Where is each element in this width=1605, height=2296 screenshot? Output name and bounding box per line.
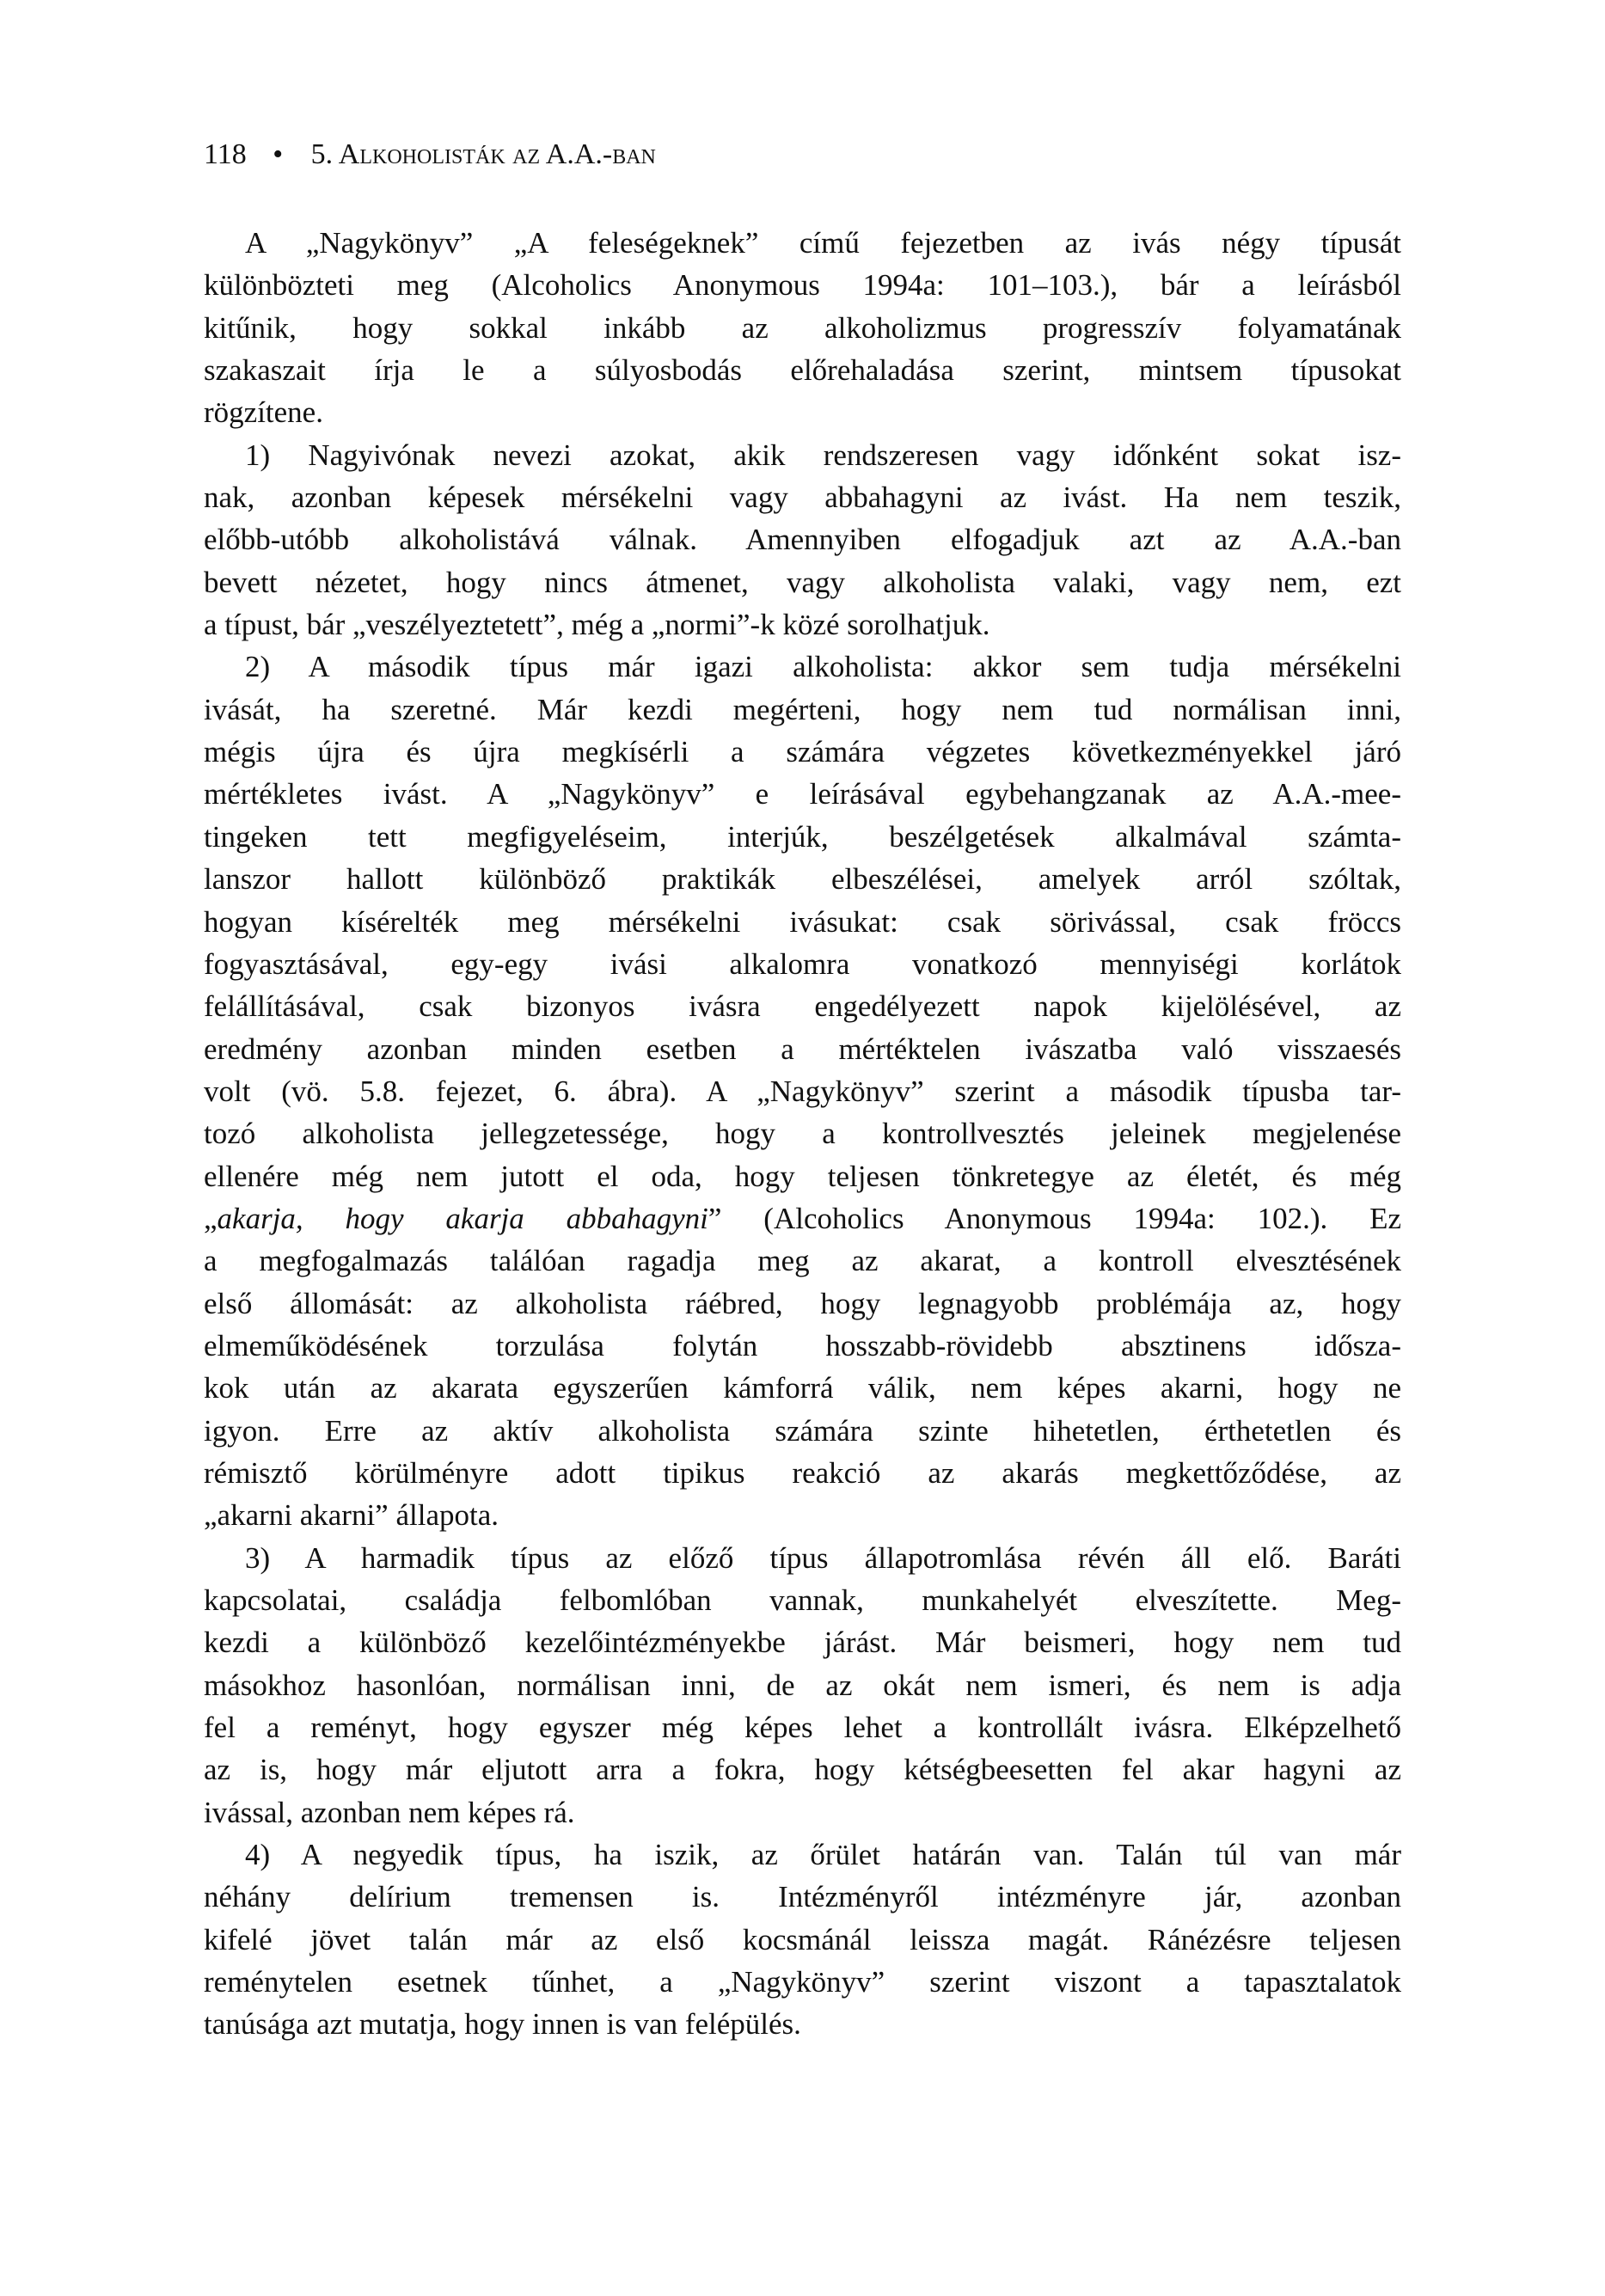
text-line: másokhoz hasonlóan, normálisan inni, de az okát nem ismeri, és nem is adja: [204, 1668, 1401, 1702]
paragraph: [204, 649, 1401, 1540]
text-line: tingeken tett megfigyeléseim, interjúk, beszélgetések alkalmával számta-: [204, 819, 1401, 854]
paragraph: [204, 1540, 1401, 1837]
text-line: 2) A második típus már igazi alkoholista: akkor sem tudja mérsékelni: [245, 650, 1401, 684]
text-line: különbözteti meg (Alcoholics Anonymous 1994a: 101–103.), bár a leírásból: [204, 268, 1401, 303]
paragraph: [204, 1837, 1401, 2049]
text-line: felállításával, csak bizonyos ivásra engedélyezett napok kijelölésével, az: [204, 989, 1401, 1024]
text-line: fogyasztásával, egy-egy ivási alkalomra vonatkozó mennyiségi korlátok: [204, 946, 1401, 981]
text-line: kapcsolatai, családja felbomlóban vannak, munkahelyét elveszítette. Meg-: [204, 1583, 1401, 1617]
text-line: mértékletes ivást. A „Nagykönyv” e leírásával egybehangzanak az A.A.-mee-: [204, 777, 1401, 811]
text-line: kezdi a különböző kezelőintézményekbe járást. Már beismeri, hogy nem tud: [204, 1626, 1401, 1660]
text-line: volt (vö. 5.8. fejezet, 6. ábra). A „Nagykönyv” szerint a második típusba tar-: [204, 1074, 1401, 1108]
chapter-title: 5. Alkoholisták az A.A.-ban: [310, 138, 656, 170]
text-line: „akarni akarni” állapota.: [204, 1498, 499, 1533]
text-line: A „Nagykönyv” „A feleségeknek” című fejezetben az ivás négy típusát: [245, 226, 1401, 260]
text-line: kifelé jövet talán már az első kocsmánál leissza magát. Ránézésre teljesen: [204, 1922, 1401, 1956]
text-line: szakaszait írja le a súlyosbodás előrehaladása szerint, mintsem típusokat: [204, 353, 1401, 388]
italic-quote: akarja, hogy akarja abbahagyni: [217, 1201, 708, 1235]
text-line: rögzítene.: [204, 395, 323, 430]
text-line: kok után az akarata egyszerűen kámforrá válik, nem képes akarni, hogy ne: [204, 1371, 1401, 1405]
text-line: előbb-utóbb alkoholistává válnak. Amennyiben elfogadjuk azt az A.A.-ban: [204, 523, 1401, 557]
body-text: [204, 225, 1401, 2049]
text-line: elmeműködésének torzulása folytán hosszabb-rövidebb absztinens idősza-: [204, 1328, 1401, 1362]
text-line: a típust, bár „veszélyeztetett”, még a „normi”-k közé sorolhatjuk.: [204, 608, 990, 642]
text-line: kitűnik, hogy sokkal inkább az alkoholizmus progresszív folyamatának: [204, 310, 1401, 345]
text-line: nak, azonban képesek mérsékelni vagy abbahagyni az ivást. Ha nem teszik,: [204, 481, 1401, 515]
text-line: fel a reményt, hogy egyszer még képes lehet a kontrollált ivásra. Elképzelhető: [204, 1711, 1401, 1745]
text-line: ivását, ha szeretné. Már kezdi megérteni, hogy nem tud normálisan inni,: [204, 692, 1401, 726]
text-line: 1) Nagyivónak nevezi azokat, akik rendszeresen vagy időnként sokat isz-: [245, 438, 1401, 472]
text-line: reménytelen esetnek tűnhet, a „Nagykönyv” szerint viszont a tapasztalatok: [204, 1965, 1401, 1999]
text-line: a megfogalmazás találóan ragadja meg az akarat, a kontroll elvesztésének: [204, 1244, 1401, 1278]
text-line: hogyan kísérelték meg mérsékelni ivásukat: csak sörivással, csak fröccs: [204, 904, 1401, 939]
header-separator-bullet: •: [273, 138, 284, 170]
text-line: 3) A harmadik típus az előző típus állapotromlása révén áll elő. Baráti: [245, 1540, 1401, 1575]
running-header: [204, 138, 656, 172]
text-line: tozó alkoholista jellegzetessége, hogy a kontrollvesztés jeleinek megjelenése: [204, 1117, 1401, 1151]
text-line: az is, hogy már eljutott arra a fokra, hogy kétségbeesetten fel akar hagyni az: [204, 1753, 1401, 1787]
text-line: mégis újra és újra megkísérli a számára végzetes következményekkel járó: [204, 735, 1401, 769]
text-line: ivással, azonban nem képes rá.: [204, 1795, 575, 1829]
text-line: lanszor hallott különböző praktikák elbeszélései, amelyek arról szóltak,: [204, 862, 1401, 897]
text-line: néhány delírium tremensen is. Intézményről intézményre jár, azonban: [204, 1880, 1401, 1914]
text-line: igyon. Erre az aktív alkoholista számára szinte hihetetlen, érthetetlen és: [204, 1413, 1401, 1448]
text-line: 4) A negyedik típus, ha iszik, az őrület határán van. Talán túl van már: [245, 1838, 1401, 1872]
paragraph: [204, 438, 1401, 650]
page-number: 118: [204, 138, 247, 170]
text-line: rémisztő körülményre adott tipikus reakció az akarás megkettőződése, az: [204, 1455, 1401, 1490]
text-line: eredmény azonban minden esetben a mértéktelen ivászatba való visszaesés: [204, 1032, 1401, 1066]
text-line: ellenére még nem jutott el oda, hogy teljesen tönkretegye az életét, és még: [204, 1159, 1401, 1193]
text-line: bevett nézetet, hogy nincs átmenet, vagy alkoholista valaki, vagy nem, ezt: [204, 565, 1401, 599]
text-line: „akarja, hogy akarja abbahagyni” (Alcoholics Anonymous 1994a: 102.). Ez: [204, 1201, 1401, 1235]
text-line: tanúsága azt mutatja, hogy innen is van felépülés.: [204, 2007, 801, 2042]
text-line: első állomását: az alkoholista ráébred, hogy legnagyobb problémája az, hogy: [204, 1286, 1401, 1320]
paragraph: [204, 225, 1401, 438]
